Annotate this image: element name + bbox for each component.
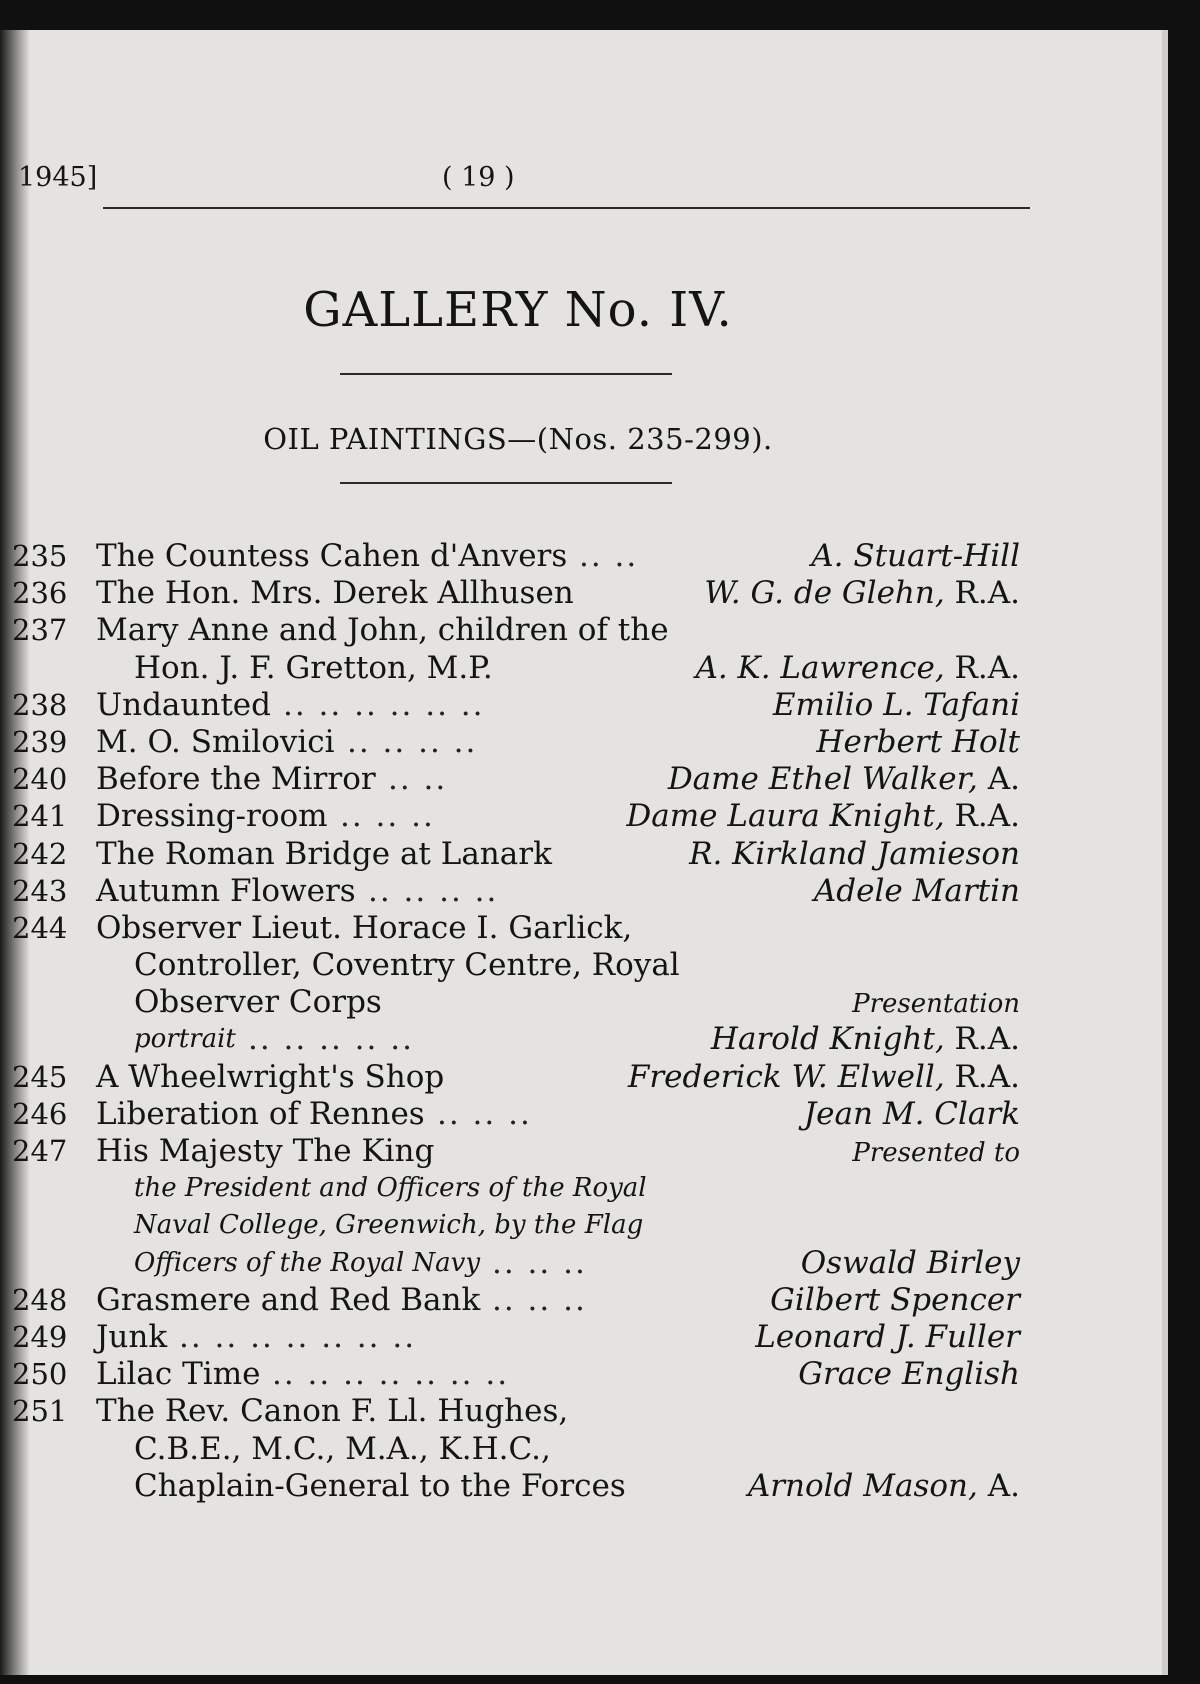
leader-dots: .. .. ..	[340, 798, 435, 835]
entry-artist	[816, 724, 1020, 761]
entry-title: Mary Anne and John, children of the	[96, 612, 669, 649]
artist-honours: R.A.	[944, 1058, 1020, 1095]
entry-line	[18, 1245, 1168, 1282]
entry-number: 249	[12, 1319, 68, 1354]
entry-line	[12, 1318, 1168, 1356]
entry-line	[12, 1133, 1168, 1170]
leader-dots: .. .. .. ..	[368, 872, 499, 909]
artist-name: Adele Martin	[813, 872, 1020, 909]
artist-honours: R.A.	[944, 649, 1020, 686]
header-rule	[103, 207, 1030, 209]
entry-number: 237	[12, 613, 68, 648]
title-rule-bottom	[340, 482, 672, 484]
entry-line	[12, 612, 1168, 649]
leader-dots: .. ..	[388, 761, 448, 798]
entry-title: Officers of the Royal Navy	[134, 1247, 481, 1278]
leader-dots: .. .. .. .. ..	[248, 1021, 414, 1058]
entry-number: 241	[12, 799, 68, 834]
artist-name: Gilbert Spencer	[770, 1281, 1020, 1318]
entry-line	[18, 1170, 1168, 1207]
leader-dots: .. .. ..	[437, 1095, 532, 1132]
entry-line	[12, 1058, 1168, 1096]
entry-number: 235	[12, 539, 68, 573]
leader-dots: .. ..	[579, 538, 639, 574]
entry-line	[18, 1021, 1168, 1058]
artist-name: Frederick W. Elwell,	[627, 1058, 945, 1095]
entry-line	[12, 686, 1168, 724]
entry-artist	[748, 1468, 1020, 1505]
entry-artist	[711, 1021, 1020, 1058]
entry-artist	[668, 761, 1020, 798]
entry-title: Naval College, Greenwich, by the Flag	[134, 1210, 644, 1241]
entry-number: 246	[12, 1096, 68, 1131]
entry-number: 251	[12, 1394, 68, 1429]
entry-title: His Majesty The King	[96, 1133, 435, 1169]
entry-line	[12, 1281, 1168, 1319]
entry-artist	[626, 798, 1020, 835]
artist-name: Herbert Holt	[816, 723, 1020, 760]
entry-line	[12, 1356, 1168, 1393]
artist-name: Emilio L. Tafani	[772, 686, 1020, 723]
gallery-title: GALLERY No. IV.	[303, 282, 733, 338]
entry-number: 248	[12, 1282, 68, 1317]
entry-artist	[755, 1319, 1020, 1356]
entry-title: Undaunted	[96, 686, 271, 723]
entry-artist	[695, 650, 1020, 687]
artist-honours: R.A.	[944, 798, 1020, 835]
entry-number: 245	[12, 1059, 68, 1094]
entry-artist	[798, 1356, 1020, 1393]
entry-artist	[801, 1245, 1020, 1282]
entry-number: 239	[12, 724, 68, 759]
entry-number: 242	[12, 836, 68, 871]
entry-artist	[689, 836, 1020, 873]
entry-title: Before the Mirror	[96, 761, 376, 798]
artist-name: Grace English	[798, 1356, 1020, 1393]
section-subtitle: OIL PAINTINGS—(Nos. 235-299).	[263, 422, 773, 456]
title-rule-top	[340, 373, 672, 375]
entry-line	[18, 984, 1168, 1021]
entry-line	[12, 835, 1168, 873]
artist-name: Presentation	[852, 989, 1020, 1020]
entry-artist	[770, 1282, 1020, 1319]
entry-title: Junk	[96, 1318, 168, 1355]
entry-line	[12, 1095, 1168, 1133]
artist-name: A. Stuart-Hill	[811, 538, 1020, 574]
artist-name: Dame Laura Knight,	[626, 798, 945, 835]
entry-title: A Wheelwright's Shop	[96, 1058, 445, 1095]
entry-title: Liberation of Rennes	[96, 1095, 425, 1132]
entry-line	[12, 798, 1168, 835]
artist-name: Leonard J. Fuller	[755, 1318, 1020, 1355]
artist-name: Dame Ethel Walker,	[667, 761, 978, 798]
entry-line	[18, 1468, 1168, 1505]
entry-artist	[852, 984, 1020, 1023]
entry-title: Lilac Time	[96, 1356, 261, 1393]
entry-artist	[773, 687, 1020, 724]
entry-number: 244	[12, 910, 68, 945]
entry-title: Observer Corps	[134, 984, 382, 1021]
entry-title: Controller, Coventry Centre, Royal	[134, 947, 680, 984]
entry-title: portrait	[134, 1024, 236, 1055]
leader-dots: .. .. ..	[492, 1281, 587, 1318]
catalogue-entries	[12, 538, 1168, 1505]
entry-title: The Countess Cahen d'Anvers	[96, 538, 568, 574]
entry-title: The Roman Bridge at Lanark	[96, 835, 552, 872]
entry-number: 247	[12, 1134, 68, 1168]
entry-artist	[704, 575, 1020, 612]
entry-line	[18, 650, 1168, 687]
artist-name: Harold Knight,	[710, 1021, 945, 1058]
entry-line	[12, 872, 1168, 910]
entry-title: Autumn Flowers	[96, 872, 356, 909]
entry-artist	[628, 1059, 1020, 1096]
entry-artist	[814, 873, 1020, 910]
entry-line	[18, 1207, 1168, 1244]
entry-line	[12, 1393, 1168, 1430]
artist-honours: R.A.	[944, 575, 1020, 612]
entry-title: Grasmere and Red Bank	[96, 1281, 481, 1318]
artist-honours: A.	[977, 1467, 1020, 1504]
entry-title: The Hon. Mrs. Derek Allhusen	[96, 575, 574, 612]
artist-name: Oswald Birley	[800, 1244, 1020, 1281]
entry-number: 240	[12, 762, 68, 797]
page-number: ( 19 )	[442, 162, 515, 193]
entry-line	[12, 575, 1168, 612]
entry-title: Dressing-room	[96, 798, 328, 835]
entry-line	[12, 723, 1168, 761]
artist-name: R. Kirkland Jamieson	[689, 835, 1020, 872]
leader-dots: .. .. .. .. .. ..	[283, 686, 485, 723]
artist-honours: R.A.	[944, 1021, 1020, 1058]
entry-artist	[811, 538, 1020, 575]
catalogue-page	[12, 30, 1168, 1675]
artist-honours: A.	[977, 761, 1020, 798]
entry-number: 236	[12, 576, 68, 611]
entry-title: The Rev. Canon F. Ll. Hughes,	[96, 1393, 569, 1430]
artist-name: Presented to	[852, 1138, 1020, 1168]
entry-title: Observer Lieut. Horace I. Garlick,	[96, 909, 633, 946]
artist-name: Jean M. Clark	[803, 1095, 1020, 1132]
artist-name: W. G. de Glehn,	[704, 575, 945, 612]
entry-artist	[852, 1133, 1020, 1172]
entry-line	[12, 538, 1168, 575]
entry-line	[12, 761, 1168, 798]
entry-title: the President and Officers of the Royal	[134, 1173, 647, 1204]
entry-line	[18, 947, 1168, 984]
running-head-year: 1945]	[18, 162, 98, 193]
entry-title: Hon. J. F. Gretton, M.P.	[134, 649, 493, 686]
leader-dots: .. .. .. ..	[347, 723, 478, 760]
entry-number: 250	[12, 1357, 68, 1392]
leader-dots: .. .. .. .. .. .. ..	[272, 1356, 510, 1393]
entry-line	[18, 1431, 1168, 1468]
entry-title: Chaplain-General to the Forces	[134, 1467, 626, 1504]
entry-artist	[804, 1096, 1020, 1133]
artist-name: Arnold Mason,	[747, 1467, 978, 1504]
leader-dots: .. .. ..	[492, 1244, 587, 1281]
entry-number: 238	[12, 687, 68, 722]
entry-line	[12, 909, 1168, 947]
artist-name: A. K. Lawrence,	[695, 649, 945, 686]
leader-dots: .. .. .. .. .. .. ..	[179, 1318, 417, 1355]
entry-number: 243	[12, 873, 68, 908]
entry-title: C.B.E., M.C., M.A., K.H.C.,	[134, 1430, 551, 1467]
entry-title: M. O. Smilovici	[96, 723, 335, 760]
